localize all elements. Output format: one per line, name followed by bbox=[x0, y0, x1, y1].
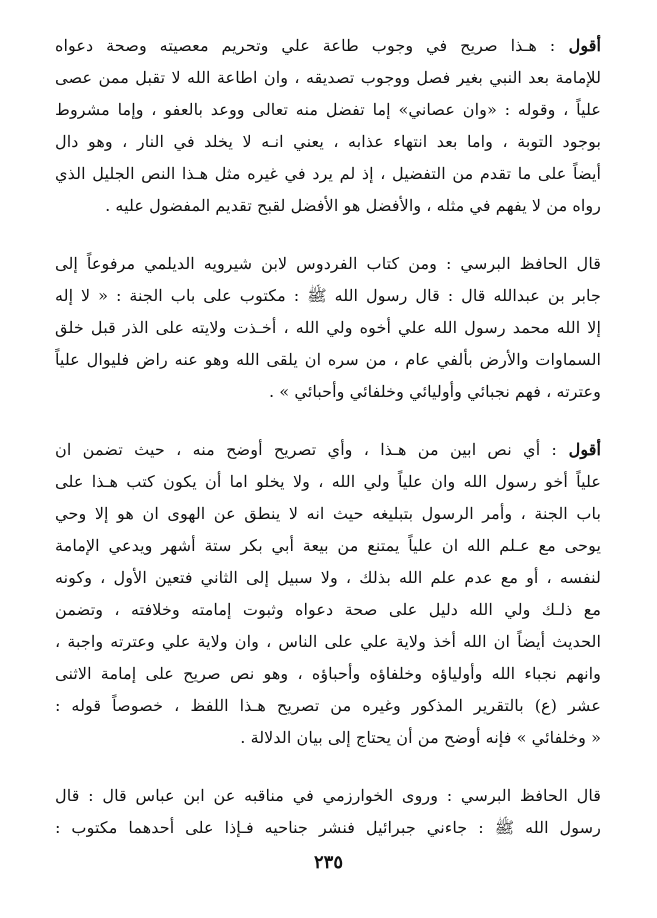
text-line: رواه من لا يفهم في مثله ، والأفضل هو الأفضل لقبح تقديم المفضول عليه . bbox=[105, 196, 601, 215]
paragraph-spacer bbox=[55, 754, 601, 780]
text-line: علياً أخو رسول الله وان علياً ولي الله ، ولا يخلو اما أن يكون كتب هـذا على bbox=[55, 472, 601, 491]
text-line: الحديث أيضاً ان الله أخذ ولاية علي على الناس ، وان ولاية علي وعترته واجبة ، bbox=[55, 632, 601, 651]
text-line: مع ذلـك ولي الله دليل على صحة دعواه وثبوت إمامته وخلافته ، وتضمن bbox=[55, 600, 601, 619]
text-line: أيضاً على ما تقدم من التفضيل ، إذ لم يرد في غيره مثل هـذا النص الجليل الذي bbox=[55, 164, 601, 183]
text-line: قال الحافظ البرسي : وروى الخوارزمي في مناقبه عن ابن عباس قال : قال bbox=[55, 786, 601, 805]
text-line: يوحى مع عـلم الله ان علياً يمتنع من بيعة أبي بكر ستة أشهر ويدعي الإمامة bbox=[55, 536, 601, 555]
text-line: السماوات والأرض بألفي عام ، من سره ان يلقى الله وهو عنه راض فليوال علياً bbox=[55, 350, 601, 369]
text-line: « وخلفائي » فإنه أوضح من أن يحتاج إلى بيان الدلالة . bbox=[240, 728, 601, 747]
text-line: عشر (ع) بالتقرير المذكور وغيره من تصريح هـذا اللفظ ، خصوصاً قوله : bbox=[55, 696, 601, 715]
text-line: باب الجنة ، وأمر الرسول بتبليغه حيث انه لا ينطق عن الهوى ان هو إلا وحي bbox=[55, 504, 601, 523]
page-number: ٢٣٥ bbox=[313, 852, 343, 873]
page-body bbox=[55, 30, 601, 844]
rubric-word: أقول bbox=[556, 440, 601, 459]
text-line: إلا الله محمد رسول الله علي أخوه ولي الله ، أخـذت ولايته على الذر قبل خلق bbox=[55, 318, 601, 337]
text-line: أقول : أي نص ابين من هـذا ، وأي تصريح أوضح منه ، حيث تضمن ان bbox=[55, 440, 601, 459]
paragraph-commentary-1 bbox=[55, 30, 601, 222]
text-line: للإمامة بعد النبي بغير فصل ووجوب تصديقه ، وان اطاعة الله لا تقبل ممن عصى bbox=[55, 68, 601, 87]
paragraph-spacer bbox=[55, 408, 601, 434]
text-line: قال الحافظ البرسي : ومن كتاب الفردوس لابن شيرويه الديلمي مرفوعاً إلى bbox=[55, 254, 601, 273]
text-line: وانهم نجباء الله وأولياؤه وخلفاؤه وأحباؤه ، وهو نص صريح على إمامة الاثنى bbox=[55, 664, 601, 683]
paragraph-narration-1 bbox=[55, 248, 601, 408]
text-line: رسول الله ﷺ : جاءني جبرائيل فنشر جناحيه فـإذا على أحدهما مكتوب : bbox=[55, 818, 601, 837]
text-line: أقول : هـذا صريح في وجوب طاعة علي وتحريم معصيته وصحة دعواه bbox=[55, 36, 601, 55]
paragraph-spacer bbox=[55, 222, 601, 248]
text-line: لنفسه ، أو مع عدم علم الله بذلك ، ولا سبيل إلى الثاني فتعين الأول ، وكونه bbox=[55, 568, 601, 587]
text-line: جابر بن عبدالله قال : قال رسول الله ﷺ : مكتوب على باب الجنة : « لا إله bbox=[55, 286, 601, 305]
paragraph-commentary-2 bbox=[55, 434, 601, 754]
paragraph-narration-2 bbox=[55, 780, 601, 844]
text-line: علياً ، وقوله : «وان عصاني» إما تفضل منه تعالى ووعد بالعفو ، وإما مشروط bbox=[55, 100, 601, 119]
rubric-word: أقول bbox=[555, 36, 601, 55]
text-line: بوجود التوبة ، واما بعد انتهاء عذابه ، يعني انـه لا يخلد في النار ، وهو دال bbox=[55, 132, 601, 151]
text-line: وعترته ، فهم نجبائي وأوليائي وخلفائي وأحبائي » . bbox=[269, 382, 601, 401]
